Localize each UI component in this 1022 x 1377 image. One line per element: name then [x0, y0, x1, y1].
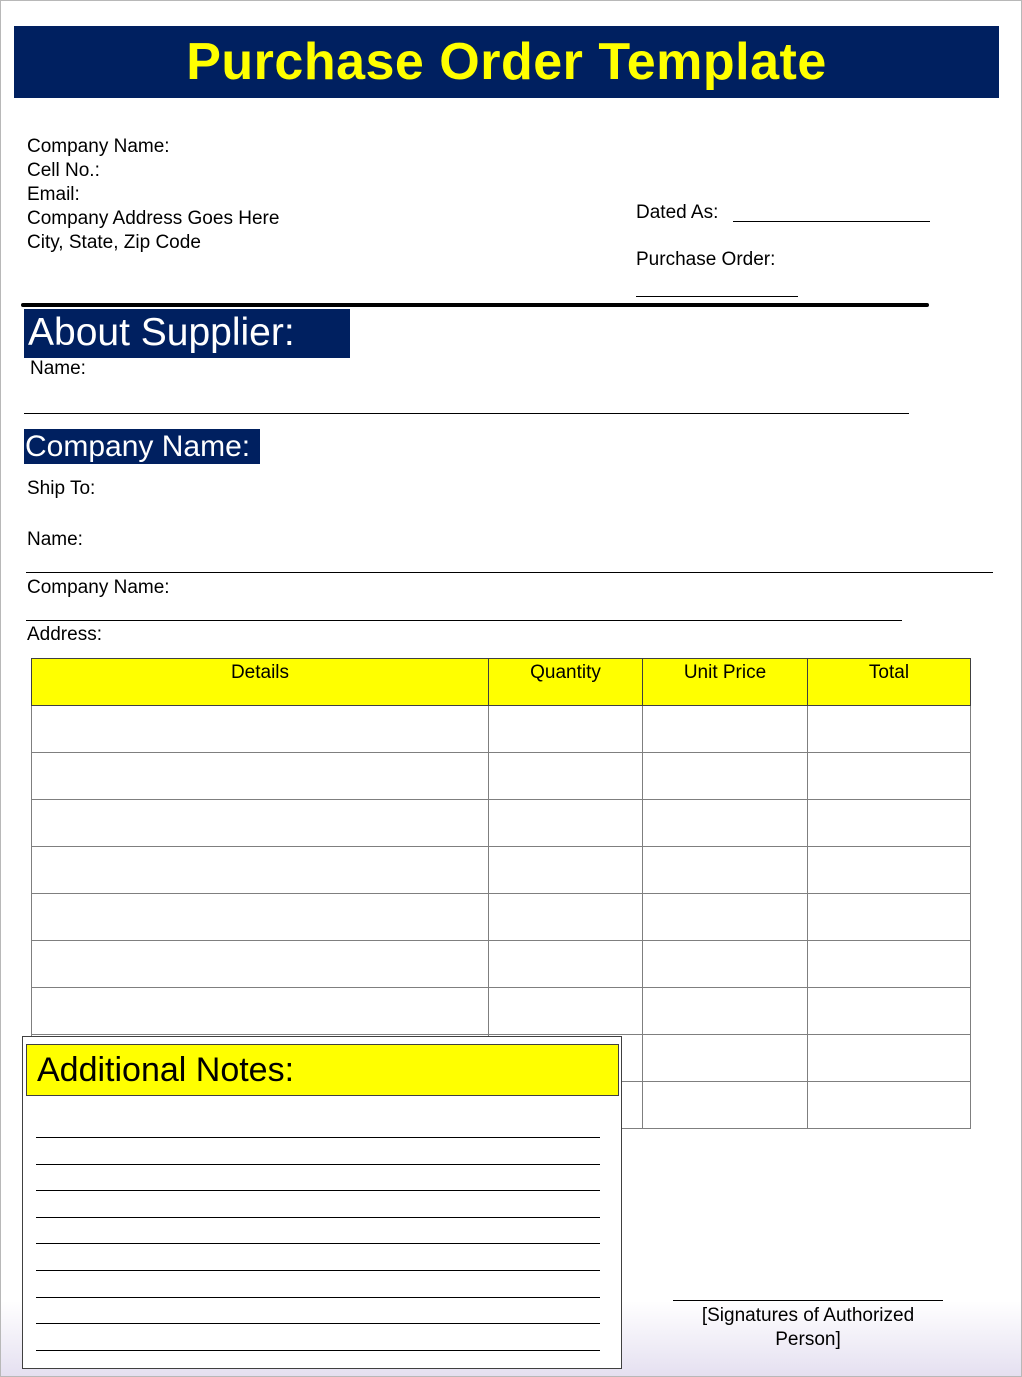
quantity-cell[interactable]	[489, 847, 643, 894]
details-cell[interactable]	[32, 753, 489, 800]
table-row	[32, 800, 971, 847]
email-label: Email:	[27, 184, 80, 205]
details-cell[interactable]	[32, 894, 489, 941]
dated-as-label: Dated As:	[636, 202, 719, 223]
quantity-cell[interactable]	[489, 894, 643, 941]
ship-company-field[interactable]	[26, 620, 902, 621]
document-title: Purchase Order Template	[186, 33, 827, 91]
header-total: Total	[808, 659, 971, 706]
purchase-order-field[interactable]	[636, 296, 798, 297]
about-supplier-heading: About Supplier:	[24, 309, 350, 358]
table-row	[32, 706, 971, 753]
table-row	[32, 847, 971, 894]
company-address: Company Address Goes Here	[27, 208, 280, 229]
ship-name-label: Name:	[27, 529, 83, 550]
header-unit-price: Unit Price	[643, 659, 808, 706]
ship-name-field[interactable]	[26, 572, 993, 573]
unit-price-cell[interactable]	[643, 706, 808, 753]
table-row	[32, 753, 971, 800]
quantity-cell[interactable]	[489, 941, 643, 988]
company-info	[27, 135, 279, 255]
unit-price-cell[interactable]	[643, 1082, 808, 1129]
unit-price-cell[interactable]	[643, 894, 808, 941]
cell-number-label: Cell No.:	[27, 160, 100, 181]
title-banner	[14, 26, 999, 98]
table-row	[32, 894, 971, 941]
unit-price-cell[interactable]	[643, 1035, 808, 1082]
quantity-cell[interactable]	[489, 800, 643, 847]
supplier-name-label: Name:	[30, 358, 86, 379]
note-line[interactable]	[36, 1323, 600, 1324]
signature-line[interactable]	[673, 1300, 943, 1301]
ship-to-label: Ship To:	[27, 478, 96, 499]
total-cell[interactable]	[808, 847, 971, 894]
unit-price-cell[interactable]	[643, 753, 808, 800]
total-cell[interactable]	[808, 941, 971, 988]
details-cell[interactable]	[32, 800, 489, 847]
details-cell[interactable]	[32, 941, 489, 988]
total-cell[interactable]	[808, 894, 971, 941]
details-cell[interactable]	[32, 988, 489, 1035]
total-cell[interactable]	[808, 753, 971, 800]
details-cell[interactable]	[32, 847, 489, 894]
unit-price-cell[interactable]	[643, 800, 808, 847]
note-line[interactable]	[36, 1164, 600, 1165]
unit-price-cell[interactable]	[643, 988, 808, 1035]
company-name-heading: Company Name:	[24, 429, 260, 464]
quantity-cell[interactable]	[489, 988, 643, 1035]
total-cell[interactable]	[808, 706, 971, 753]
header-quantity: Quantity	[489, 659, 643, 706]
note-line[interactable]	[36, 1297, 600, 1298]
table-row	[32, 941, 971, 988]
table-row	[32, 988, 971, 1035]
note-line[interactable]	[36, 1243, 600, 1244]
header-divider	[21, 303, 929, 307]
total-cell[interactable]	[808, 1082, 971, 1129]
total-cell[interactable]	[808, 988, 971, 1035]
table-header-row	[32, 659, 971, 706]
total-cell[interactable]	[808, 1035, 971, 1082]
header-details: Details	[32, 659, 489, 706]
ship-address-label: Address:	[27, 624, 102, 645]
ship-company-label: Company Name:	[27, 577, 170, 598]
note-line[interactable]	[36, 1350, 600, 1351]
note-line[interactable]	[36, 1137, 600, 1138]
total-cell[interactable]	[808, 800, 971, 847]
city-state-zip: City, State, Zip Code	[27, 232, 201, 253]
supplier-name-field[interactable]	[24, 413, 909, 414]
additional-notes-heading: Additional Notes:	[26, 1044, 619, 1096]
note-line[interactable]	[36, 1217, 600, 1218]
quantity-cell[interactable]	[489, 706, 643, 753]
company-name-label: Company Name:	[27, 136, 170, 157]
unit-price-cell[interactable]	[643, 847, 808, 894]
note-line[interactable]	[36, 1190, 600, 1191]
dated-as-field[interactable]	[733, 221, 930, 222]
signature-label: [Signatures of Authorized Person]	[701, 1305, 915, 1350]
details-cell[interactable]	[32, 706, 489, 753]
note-line[interactable]	[36, 1270, 600, 1271]
quantity-cell[interactable]	[489, 753, 643, 800]
unit-price-cell[interactable]	[643, 941, 808, 988]
purchase-order-label: Purchase Order:	[636, 249, 776, 270]
notes-lines[interactable]	[36, 1137, 600, 1376]
